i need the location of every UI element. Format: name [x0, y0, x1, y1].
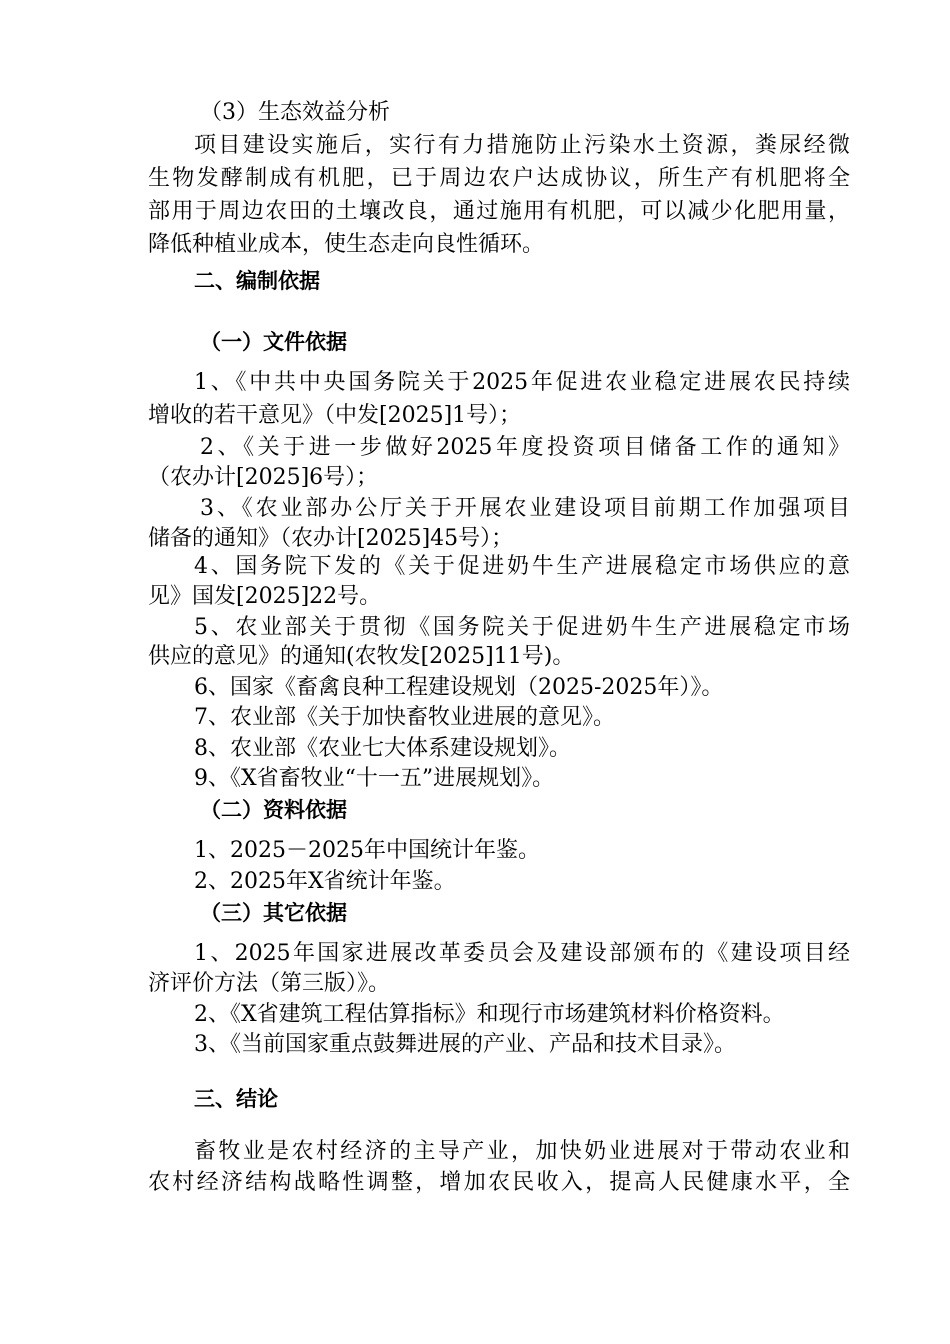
- paragraph-line: 降低种植业成本，使生态走向良性循环。: [148, 232, 545, 257]
- paragraph-line: 部用于周边农田的土壤改良，通过施用有机肥，可以减少化肥用量，: [148, 199, 850, 224]
- list-item: 9、《X省畜牧业“十一五”进展规划》。: [194, 766, 555, 791]
- list-item: 见》国发[2025]22号。: [148, 584, 382, 609]
- subheading-other-basis: （三）其它依据: [200, 901, 347, 925]
- subheading-document-basis: （一）文件依据: [200, 330, 347, 354]
- paragraph-line: 农村经济结构战略性调整，增加农民收入，提高人民健康水平，全: [148, 1170, 850, 1195]
- heading-compilation-basis: 二、编制依据: [194, 269, 320, 293]
- list-item: 2、《关于进一步做好2025年度投资项目储备工作的通知》: [200, 435, 850, 460]
- paragraph-line: 项目建设实施后，实行有力措施防止污染水土资源，粪尿经微: [194, 133, 850, 158]
- list-item: 7、农业部《关于加快畜牧业进展的意见》。: [194, 705, 615, 730]
- list-item: 3、《当前国家重点鼓舞进展的产业、产品和技术目录》。: [194, 1032, 736, 1057]
- list-item: 3、《农业部办公厅关于开展农业建设项目前期工作加强项目: [200, 496, 850, 521]
- heading-conclusion: 三、结论: [194, 1087, 278, 1111]
- list-item: 2、2025年X省统计年鉴。: [194, 869, 456, 894]
- list-item: 储备的通知》（农办计[2025]45号）；: [148, 526, 514, 551]
- list-item: 4、国务院下发的《关于促进奶牛生产进展稳定市场供应的意: [194, 554, 850, 579]
- paragraph-line: 生物发酵制成有机肥，已于周边农户达成协议，所生产有机肥将全: [148, 166, 850, 191]
- list-item: 6、国家《畜禽良种工程建设规划（2025-2025年）》。: [194, 675, 724, 700]
- list-item: 2、《X省建筑工程估算指标》和现行市场建筑材料价格资料。: [194, 1002, 785, 1027]
- subheading-data-basis: （二）资料依据: [200, 798, 347, 822]
- list-item: 8、农业部《农业七大体系建设规划》。: [194, 736, 571, 761]
- list-item: 1、2025－2025年中国统计年鉴。: [194, 838, 540, 863]
- list-item: 增收的若干意见》（中发[2025]1号）；: [148, 403, 522, 428]
- list-item: 济评价方法（第三版）》。: [148, 971, 391, 996]
- list-item: 5、农业部关于贯彻《国务院关于促进奶牛生产进展稳定市场: [194, 615, 850, 640]
- section-heading-ecological-benefit: （3）生态效益分析: [200, 100, 390, 125]
- paragraph-line: 畜牧业是农村经济的主导产业，加快奶业进展对于带动农业和: [194, 1139, 850, 1164]
- list-item: （农办计[2025]6号）；: [148, 465, 379, 490]
- list-item: 供应的意见》的通知(农牧发[2025]11号)。: [148, 644, 575, 669]
- list-item: 1、《中共中央国务院关于2025年促进农业稳定进展农民持续: [194, 370, 850, 395]
- list-item: 1、2025年国家进展改革委员会及建设部颁布的《建设项目经: [194, 941, 850, 966]
